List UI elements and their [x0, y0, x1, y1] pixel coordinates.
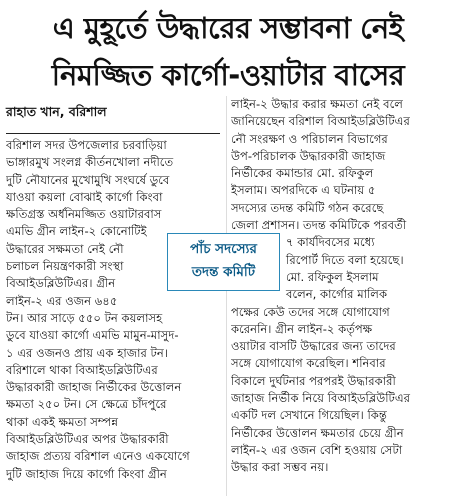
left-line: টন। আর সাড়ে ৫৫০ টন কয়লাসহ [6, 310, 163, 325]
left-line: বরিশালে থাকা বিআইডব্লিউটিএর [6, 362, 158, 377]
right-line: একটি দল সেখানে গিয়েছিল। কিন্তু [231, 408, 387, 423]
left-line: উদ্ধারের সক্ষমতা নেই নৌ [6, 241, 124, 256]
pull-quote-line-1: পাঁচ সদস্যের [190, 241, 257, 257]
left-line: উদ্ধারকারী জাহাজ নির্ভীকের উত্তোলন [6, 380, 182, 395]
right-line: ওয়াটার বাসটি উদ্ধারের জন্য তাদের [231, 339, 396, 354]
left-line: থাকা একই ক্ষমতা সম্পন্ন [6, 414, 118, 429]
article-left-column [6, 137, 222, 483]
column-divider [226, 96, 227, 496]
left-line: যাওয়া কয়লা বোঝাই কার্গো কিংবা [6, 189, 163, 204]
right-line: লাইন-২ উদ্ধার করার ক্ষমতা নেই বলে [231, 97, 403, 111]
left-line: বিআইডব্লিউটিএর অপর উদ্ধারকারী [6, 432, 169, 447]
left-line: বিআইডব্লিউটিএর। গ্রীন [6, 276, 116, 291]
left-line: বরিশাল সদর উপজেলার চরবাড়িয়া [6, 138, 167, 152]
left-line: ভাঙ্গারমুখ সংলগ্ন কীর্তনখোলা নদীতে [6, 155, 174, 170]
headline-line-1: এ মুহূর্তে উদ্ধারের সম্ভাবনা নেই [52, 11, 404, 45]
right-line: জানিয়েছেন বরিশাল বিআইডব্লিউটিএর [231, 114, 410, 129]
left-line: ক্ষতিগ্রস্ত অর্ধনিমজ্জিত ওয়াটারবাস [6, 207, 162, 222]
byline: রাহাত খান, বরিশাল [6, 104, 107, 119]
pull-quote-box [167, 233, 280, 291]
left-line: ডুবে যাওয়া কার্গো এমভি মামুন-মাসুদ- [6, 328, 179, 343]
right-line: জেলা প্রশাসন। তদন্ত কমিটিকে পরবর্তী [231, 218, 407, 233]
right-line: বিকালে দুর্ঘটনার পরপরই উদ্ধারকারী [231, 373, 396, 388]
left-line: চলাচল নিয়ন্ত্রণকারী সংস্থা [6, 259, 124, 274]
right-line: উপ-পরিচালক উদ্ধারকারী জাহাজ [231, 148, 386, 163]
right-line: নির্ভীকের কমান্ডার মো. রফিকুল [231, 166, 374, 181]
right-line: জাহাজ নির্ভীক নিয়ে বিআইডব্লিউটিএর [231, 391, 411, 406]
right-line: উদ্ধার করা সম্ভব নয়। [231, 460, 329, 475]
right-line: নির্ভীকের উত্তোলন ক্ষমতার চেয়ে গ্রীন [231, 425, 404, 440]
right-line: রিপোর্ট দিতে বলা হয়েছে। [286, 252, 404, 267]
right-line: ইসলাম। অপরদিকে এ ঘটনায় ৫ [231, 183, 376, 198]
left-line: ক্ষমতা ২৫০ টন। সে ক্ষেত্রে চাঁদপুরে [6, 397, 167, 412]
left-line: দুটি জাহাজ দিয়ে কার্গো কিংবা গ্রীন [6, 466, 167, 481]
headline-line-2: নিমজ্জিত কার্গো-ওয়াটার বাসের [51, 58, 405, 92]
left-line: দুটি নৌযানের মুখোমুখি সংঘর্ষে ডুবে [6, 172, 170, 187]
left-line: জাহাজ প্রত্যয় বরিশাল এনেও একযোগে [6, 449, 190, 464]
right-line: করেননি। গ্রীন লাইন-২ কর্তৃপক্ষ [231, 321, 373, 336]
left-line: ১ এর ওজনও প্রায় এক হাজার টন। [6, 345, 168, 360]
right-line: সঙ্গে যোগাযোগ করেছিল। শনিবার [231, 356, 386, 371]
pull-quote-line-2: তদন্ত কমিটি [191, 264, 256, 280]
right-line: ৭ কার্যদিবসের মধ্যে [286, 235, 375, 250]
left-line: লাইন-২ এর ওজন ৬৪৫ [6, 293, 118, 308]
right-line: সদস্যের তদন্ত কমিটি গঠন করেছে [231, 200, 384, 215]
right-line: নৌ সংরক্ষণ ও পরিচালন বিভাগের [231, 131, 388, 146]
byline-underline [6, 133, 220, 134]
right-line: পক্ষের কেউ তদের সঙ্গে যোগাযোগ [231, 304, 390, 319]
left-line: এমভি গ্রীন লাইন-২ কোনোটিই [6, 224, 147, 239]
right-line: লাইন-২ এর ওজন বেশি হওয়ায় সেটা [231, 442, 403, 457]
right-line: বলেন, কার্গোর মালিক [286, 287, 388, 302]
right-line: মো. রফিকুল ইসলাম [286, 269, 379, 284]
